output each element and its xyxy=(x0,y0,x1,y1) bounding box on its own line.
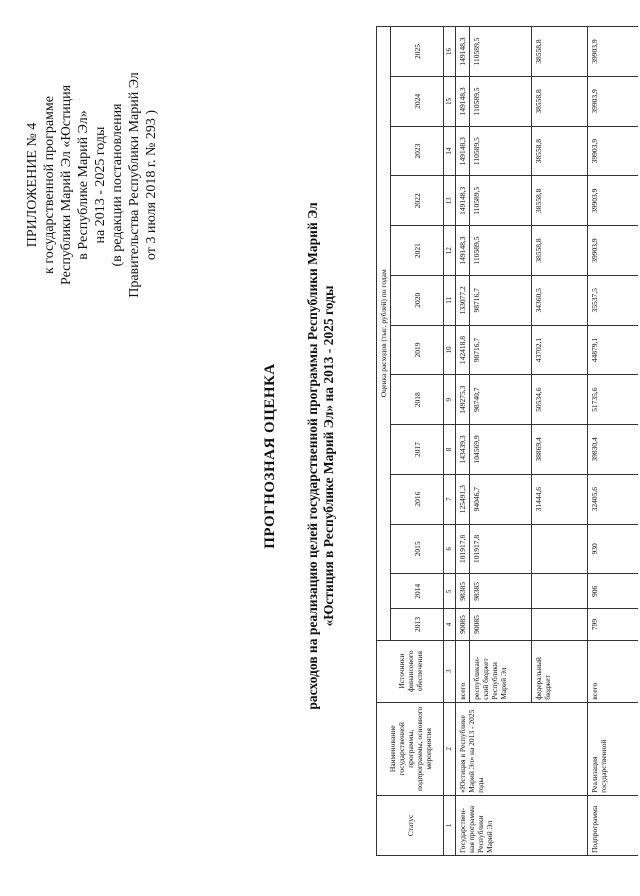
row-value: 125491,3 xyxy=(456,474,470,524)
row-value: 43702,1 xyxy=(532,325,588,375)
document-subtitle-line: расходов на реализацию целей государственной программы Республики Марий Эл xyxy=(305,202,320,710)
header-year: 2013 xyxy=(391,609,444,640)
document-title-block xyxy=(262,136,337,776)
appendix-line: Правительства Республики Марий Эл xyxy=(127,72,142,298)
column-number: 2 xyxy=(444,702,456,795)
row-value: 101917,8 xyxy=(456,524,470,574)
column-number: 15 xyxy=(444,77,456,127)
column-number: 16 xyxy=(444,27,456,77)
row-value: 38558,8 xyxy=(532,226,588,276)
row-value: 38558,8 xyxy=(532,126,588,176)
header-year: 2018 xyxy=(391,375,444,425)
appendix-line: ПРИЛОЖЕНИЕ № 4 xyxy=(25,122,40,248)
document-title: ПРОГНОЗНАЯ ОЦЕНКА xyxy=(262,363,278,549)
row-value: 149148,3 xyxy=(456,226,470,276)
header-year: 2024 xyxy=(391,77,444,127)
row-source: республикан-ский бюджет Республики Марий Эл xyxy=(470,640,532,702)
row-value: 98385 xyxy=(470,574,532,609)
document-subtitle-line: «Юстиция в Республике Марий Эл» на 2013 - 2025 годы xyxy=(321,285,336,627)
header-year: 2019 xyxy=(391,325,444,375)
row-name: Реализация государственной xyxy=(588,702,638,795)
row-value: 38558,8 xyxy=(532,27,588,77)
row-value: 39903,9 xyxy=(588,176,638,226)
row-value: 38869,4 xyxy=(532,425,588,475)
row-name: «Юстиция в Республике Марий Эл» на 2013 - 2025 годы xyxy=(456,702,588,795)
header-year: 2016 xyxy=(391,474,444,524)
row-value: 142418,8 xyxy=(456,325,470,375)
row-value: 110589,5 xyxy=(470,126,532,176)
row-value: 38558,8 xyxy=(532,77,588,127)
row-value: 31444,6 xyxy=(532,474,588,524)
header-year: 2021 xyxy=(391,226,444,276)
row-value: 35537,5 xyxy=(588,275,638,325)
table-row xyxy=(456,27,470,856)
column-number: 13 xyxy=(444,176,456,226)
column-number-row xyxy=(444,27,456,856)
header-year: 2015 xyxy=(391,524,444,574)
row-value: 143439,3 xyxy=(456,425,470,475)
row-value xyxy=(532,609,588,640)
row-value: 98385 xyxy=(456,574,470,609)
row-value: 149275,3 xyxy=(456,375,470,425)
header-year: 2023 xyxy=(391,126,444,176)
row-value: 39903,9 xyxy=(588,27,638,77)
row-value: 51735,6 xyxy=(588,375,638,425)
row-source: всего xyxy=(588,640,638,702)
column-number: 14 xyxy=(444,126,456,176)
appendix-header xyxy=(24,20,160,350)
row-value: 110589,5 xyxy=(470,226,532,276)
header-name: Наименование государственной программы, подпрограммы, основного мероприятия xyxy=(377,702,444,795)
row-value: 149148,3 xyxy=(456,77,470,127)
row-status: Государствен-ная программа Республики Марий Эл xyxy=(456,795,588,855)
row-value: 38558,8 xyxy=(532,176,588,226)
row-value: 34360,5 xyxy=(532,275,588,325)
header-status: Статус xyxy=(377,795,444,855)
row-value: 39830,4 xyxy=(588,425,638,475)
appendix-line: в Республике Марий Эл» xyxy=(76,110,91,260)
appendix-line: от 3 июля 2018 г. № 293 ) xyxy=(144,109,159,261)
row-value: 104569,9 xyxy=(470,425,532,475)
row-value: 906 xyxy=(588,574,638,609)
column-number: 6 xyxy=(444,524,456,574)
row-value: 799 xyxy=(588,609,638,640)
column-number: 12 xyxy=(444,226,456,276)
table-row xyxy=(588,27,638,856)
row-value: 90085 xyxy=(470,609,532,640)
appendix-line: к государственной программе xyxy=(42,96,57,274)
column-number: 8 xyxy=(444,425,456,475)
header-year: 2025 xyxy=(391,27,444,77)
header-year: 2014 xyxy=(391,574,444,609)
column-number: 4 xyxy=(444,609,456,640)
row-value: 44879,1 xyxy=(588,325,638,375)
row-value: 110589,5 xyxy=(470,27,532,77)
column-number: 7 xyxy=(444,474,456,524)
header-estimate: Оценка расходов (тыс. рублей) по годам xyxy=(377,27,391,641)
column-number: 1 xyxy=(444,795,456,855)
row-value: 98740,7 xyxy=(470,375,532,425)
header-source: Источники финансового обеспечения xyxy=(377,640,444,702)
row-value: 94046,7 xyxy=(470,474,532,524)
row-value: 149148,3 xyxy=(456,27,470,77)
appendix-line: на 2013 - 2025 годы xyxy=(93,126,108,244)
row-value: 98716,7 xyxy=(470,275,532,325)
expense-table xyxy=(376,26,638,856)
row-value: 39903,9 xyxy=(588,77,638,127)
row-value: 98716,7 xyxy=(470,325,532,375)
row-value xyxy=(532,524,588,574)
row-value: 50534,6 xyxy=(532,375,588,425)
row-status: Подпрограмма xyxy=(588,795,638,855)
column-number: 9 xyxy=(444,375,456,425)
row-value: 39903,9 xyxy=(588,126,638,176)
header-year: 2020 xyxy=(391,275,444,325)
column-number: 10 xyxy=(444,325,456,375)
row-source: федеральный бюджет xyxy=(532,640,588,702)
row-value: 930 xyxy=(588,524,638,574)
appendix-line: Республики Марий Эл «Юстиция xyxy=(59,84,74,286)
row-value: 39903,9 xyxy=(588,226,638,276)
header-year: 2022 xyxy=(391,176,444,226)
header-year: 2017 xyxy=(391,425,444,475)
appendix-line: (в редакции постановления xyxy=(110,103,125,267)
row-value: 149148,3 xyxy=(456,126,470,176)
row-value: 101917,8 xyxy=(470,524,532,574)
row-value: 149148,3 xyxy=(456,176,470,226)
column-number: 11 xyxy=(444,275,456,325)
row-value: 133077,2 xyxy=(456,275,470,325)
row-value: 90085 xyxy=(456,609,470,640)
row-value xyxy=(532,574,588,609)
expense-table-wrapper xyxy=(376,26,638,856)
column-number: 3 xyxy=(444,640,456,702)
row-source: всего xyxy=(456,640,470,702)
row-value: 32405,6 xyxy=(588,474,638,524)
column-number: 5 xyxy=(444,574,456,609)
row-value: 110589,5 xyxy=(470,77,532,127)
row-value: 110589,5 xyxy=(470,176,532,226)
